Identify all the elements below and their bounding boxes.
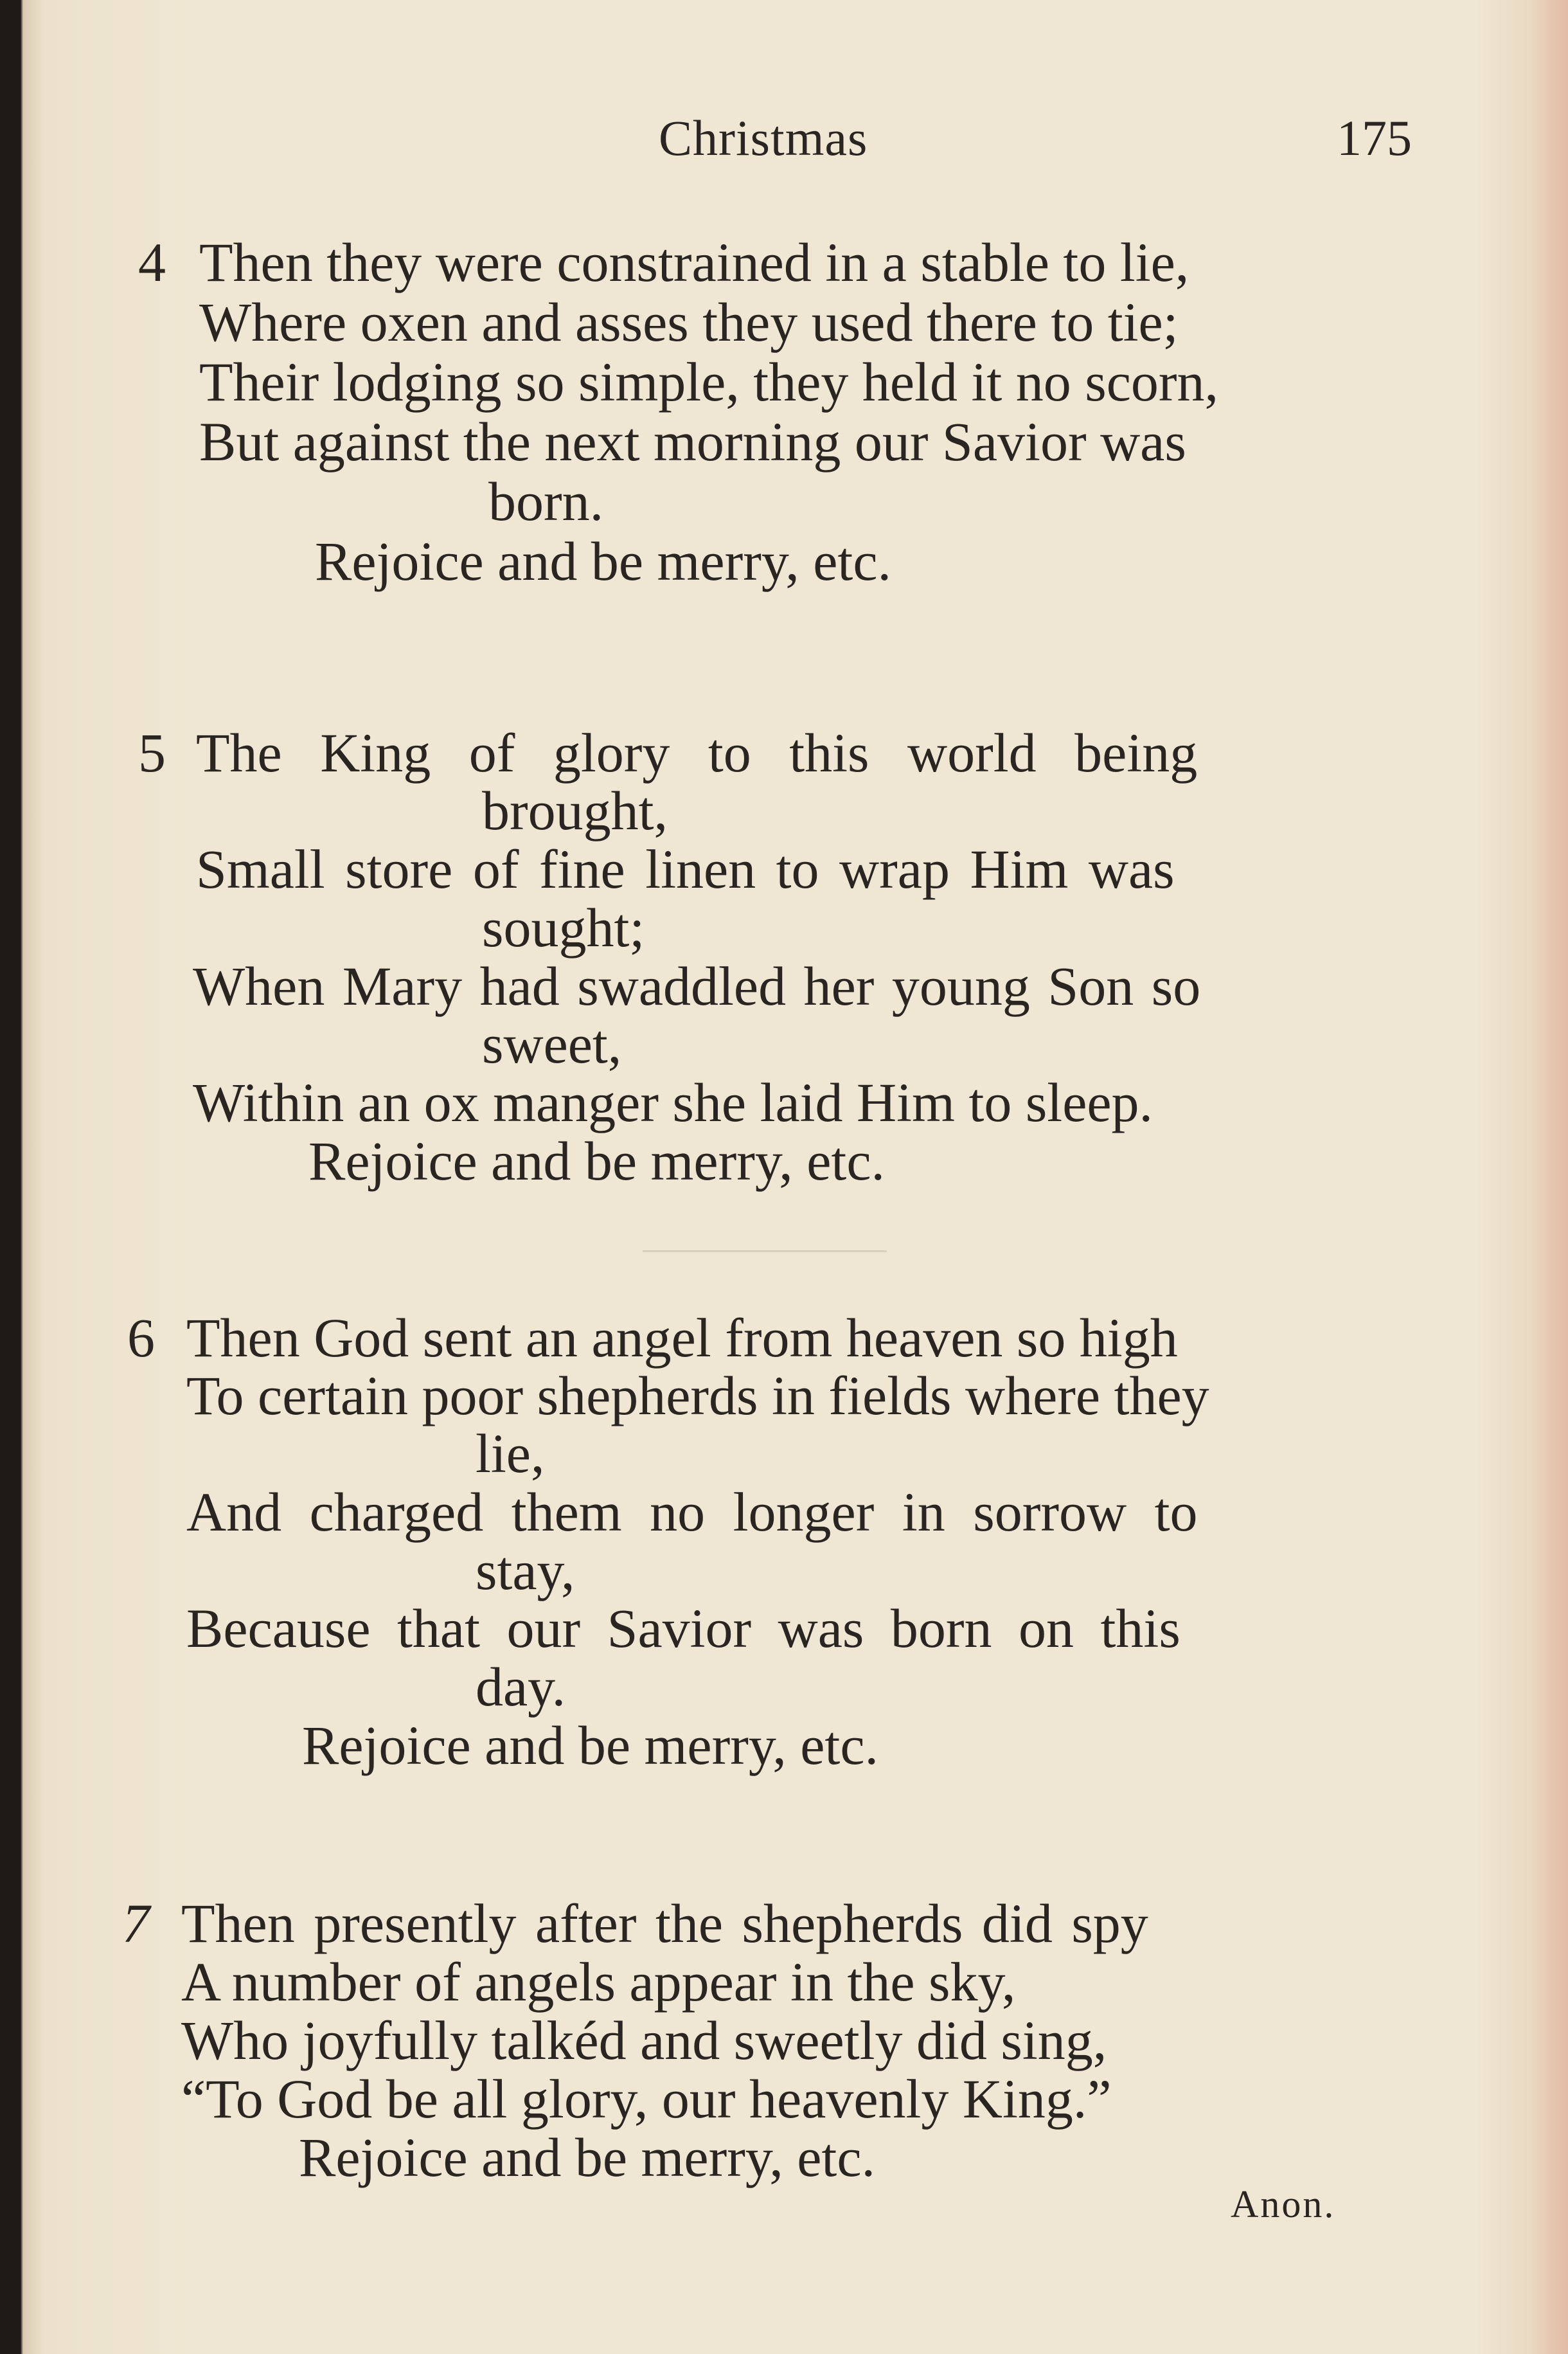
- verse-line: sweet,: [482, 1013, 622, 1075]
- verse-line: But against the next morning our Savior was: [199, 411, 1186, 472]
- verse-line: lie,: [476, 1423, 545, 1484]
- verse-line: stay,: [476, 1540, 575, 1601]
- page-edge-stain: [1529, 0, 1568, 2354]
- verse-line: Because that our Savior was born on this: [186, 1597, 1180, 1659]
- paper-smudge: [643, 1250, 887, 1252]
- verse-line: Who joyfully talkéd and sweetly did sing,: [181, 2009, 1107, 2071]
- attribution: Anon.: [1231, 2183, 1336, 2225]
- verse-line: “To God be all glory, our heavenly King.”: [181, 2068, 1112, 2130]
- verse-line: And charged them no longer in sorrow to: [186, 1481, 1198, 1543]
- verse-line: brought,: [482, 780, 668, 841]
- verse-line: To certain poor shepherds in fields where they: [186, 1365, 1209, 1426]
- refrain-line: Rejoice and be merry, etc.: [308, 1130, 885, 1192]
- refrain-line: Rejoice and be merry, etc.: [302, 1714, 878, 1776]
- refrain-line: Rejoice and be merry, etc.: [315, 530, 891, 592]
- stanza-number: 6: [127, 1307, 155, 1369]
- verse-line: The King of glory to this world being: [196, 722, 1198, 784]
- verse-line: Their lodging so simple, they held it no scorn,: [199, 351, 1219, 413]
- verse-line: Small store of fine linen to wrap Him was: [196, 838, 1175, 900]
- verse-line: Then God sent an angel from heaven so high: [186, 1307, 1178, 1369]
- verse-line: Within an ox manger she laid Him to sleep.: [193, 1072, 1154, 1133]
- running-head: [0, 103, 1568, 174]
- verse-line: Then presently after the shepherds did spy: [181, 1892, 1148, 1954]
- verse-line: A number of angels appear in the sky,: [181, 1951, 1016, 2013]
- stanza-number: 4: [138, 231, 166, 293]
- verse-line: day.: [476, 1656, 566, 1718]
- verse-line: Then they were constrained in a stable to lie,: [199, 231, 1189, 293]
- verse-line: When Mary had swaddled her young Son so: [193, 955, 1201, 1017]
- stanza-number: 7: [122, 1892, 150, 1954]
- verse-line: sought;: [482, 897, 645, 958]
- verse-line: Where oxen and asses they used there to tie;: [199, 291, 1179, 353]
- page-number: 175: [1337, 110, 1412, 166]
- verse-line: born.: [488, 471, 604, 532]
- running-title: Christmas: [659, 110, 868, 166]
- stanza-number: 5: [138, 722, 166, 784]
- refrain-line: Rejoice and be merry, etc.: [299, 2126, 875, 2188]
